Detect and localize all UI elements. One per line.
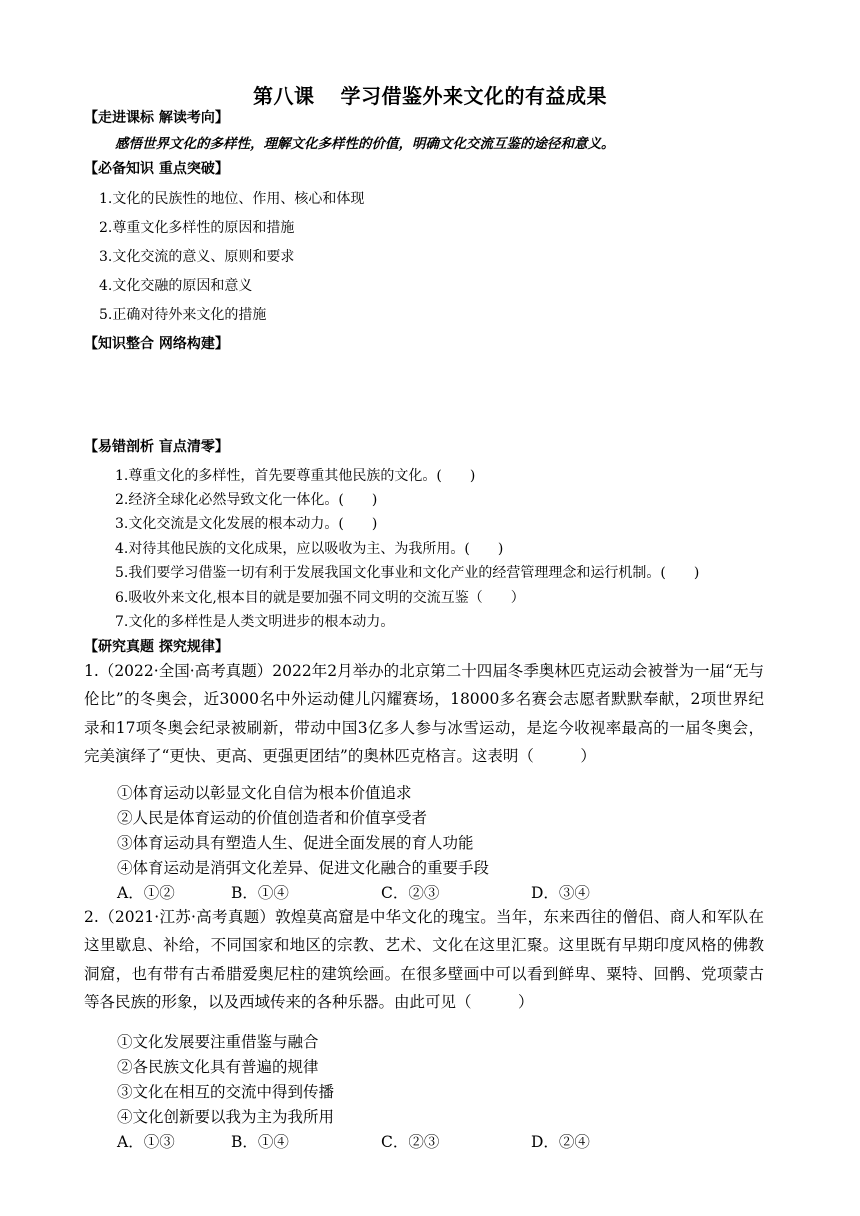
- answer-choice-a: A．①③: [117, 1133, 175, 1151]
- error-item: 3.文化交流是文化发展的根本动力。( ): [115, 516, 378, 532]
- section-heading-research: 【研究真题 探究规律】: [84, 639, 229, 655]
- section-heading-curriculum: 【走进课标 解读考向】: [84, 110, 229, 126]
- question-stem: 1.（2022·全国·高考真题）2022年2月举办的北京第二十四届冬季奥林匹克运动会被誉为一届“无与伦比”的冬奥会，近3000名中外运动健儿闪耀赛场，18000多名赛会志愿者默默奉献，2项世界纪录和17项冬奥会纪录被刷新，带动中国3亿多人参与冰雪运动，是迄今收视率最高的一届冬奥会，完美演绎了“更快、更高、更强更团结”的奥林匹克格言。这表明（ ）: [84, 662, 764, 765]
- answer-choice-c: C．②③: [381, 1133, 440, 1151]
- answer-choice-d: D．②④: [531, 1133, 590, 1151]
- question-statement: ③文化在相互的交流中得到传播: [117, 1083, 335, 1101]
- error-item: 4.对待其他民族的文化成果，应以吸收为主、为我所用。( ): [115, 541, 504, 557]
- question-statement: ②各民族文化具有普遍的规律: [117, 1058, 319, 1076]
- answer-choice-a: A．①②: [117, 884, 175, 902]
- lesson-name: 学习借鉴外来文化的有益成果: [340, 84, 607, 108]
- knowledge-item: 3.文化交流的意义、原则和要求: [99, 249, 295, 265]
- question-statement: ④体育运动是消弭文化差异、促进文化融合的重要手段: [117, 859, 490, 877]
- knowledge-item: 2.尊重文化多样性的原因和措施: [99, 220, 295, 236]
- section-heading-network: 【知识整合 网络构建】: [84, 336, 229, 352]
- question-statement: ①文化发展要注重借鉴与融合: [117, 1033, 319, 1051]
- error-item: 5.我们要学习借鉴一切有利于发展我国文化事业和文化产业的经营管理理念和运行机制。( ): [115, 565, 700, 581]
- question-statement: ④文化创新要以我为主为我所用: [117, 1108, 335, 1126]
- answer-choice-b: B．①④: [231, 1133, 289, 1151]
- question-statement: ③体育运动具有塑造人生、促进全面发展的育人功能: [117, 834, 474, 852]
- answer-choice-c: C．②③: [381, 884, 440, 902]
- error-item: 2.经济全球化必然导致文化一体化。( ): [115, 492, 378, 508]
- lesson-number: 第八课: [253, 84, 315, 108]
- answer-choice-b: B．①④: [231, 884, 289, 902]
- error-item: 7.文化的多样性是人类文明进步的根本动力。: [115, 614, 395, 630]
- question-statement: ②人民是体育运动的价值创造者和价值享受者: [117, 809, 428, 827]
- error-item: 1.尊重文化的多样性，首先要尊重其他民族的文化。( ): [115, 468, 476, 484]
- knowledge-item: 5.正确对待外来文化的措施: [99, 307, 267, 323]
- knowledge-item: 1.文化的民族性的地位、作用、核心和体现: [99, 191, 365, 207]
- question-stem: 2.（2021·江苏·高考真题）敦煌莫高窟是中华文化的瑰宝。当年，东来西往的僧侣、商人和军队在这里歇息、补给，不同国家和地区的宗教、艺术、文化在这里汇聚。这里既有早期印度风格的佛教洞窟，也有带有古希腊爱奥尼柱的建筑绘画。在很多壁画中可以看到鲜卑、粟特、回鹘、党项蒙古等各民族的形象，以及西域传来的各种乐器。由此可见（ ）: [84, 908, 764, 1011]
- curriculum-objective: 感悟世界文化的多样性，理解文化多样性的价值，明确文化交流互鉴的途径和意义。: [115, 136, 615, 152]
- section-heading-knowledge: 【必备知识 重点突破】: [84, 161, 229, 177]
- answer-choice-d: D．③④: [531, 884, 590, 902]
- question-statement: ①体育运动以彰显文化自信为根本价值追求: [117, 784, 412, 802]
- section-heading-errors: 【易错剖析 盲点清零】: [84, 439, 229, 455]
- error-item: 6.吸收外来文化,根本目的就是要加强不同文明的交流互鉴（ ）: [115, 590, 525, 606]
- lesson-title: [0, 80, 860, 109]
- knowledge-item: 4.文化交融的原因和意义: [99, 278, 253, 294]
